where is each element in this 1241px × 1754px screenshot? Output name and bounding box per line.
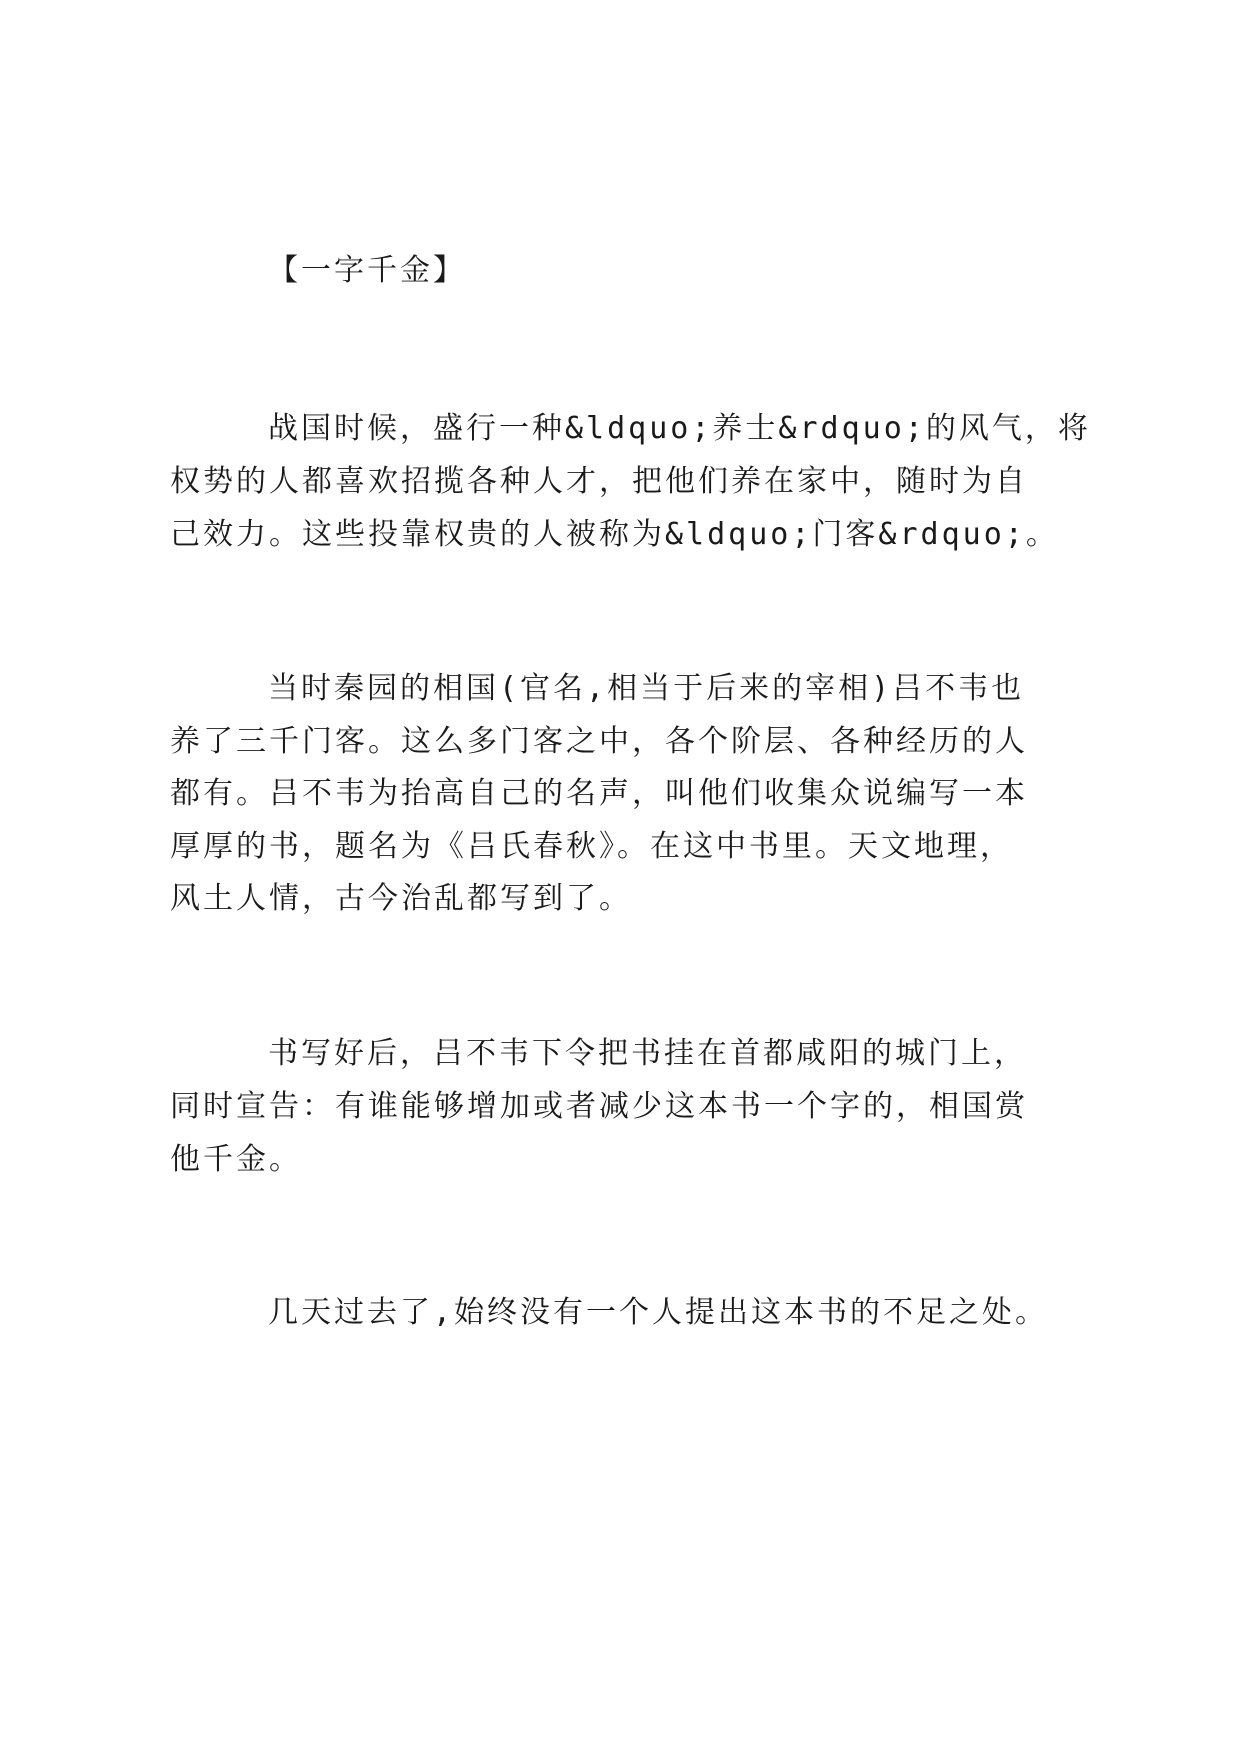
paragraph-2-line-5: 风土人情，古今治乱都写到了。 — [170, 881, 632, 916]
paragraph-2-line-1: 当时秦园的相国(官名,相当于后来的宰相)吕不韦也 — [268, 671, 1025, 706]
paragraph-4-line-1: 几天过去了,始终没有一个人提出这本书的不足之处。 — [268, 1295, 1049, 1330]
paragraph-3-line-3: 他千金。 — [170, 1142, 302, 1177]
paragraph-1-line-1: 战国时候，盛行一种&ldquo;养士&rdquo;的风气，将 — [268, 411, 1091, 446]
paragraph-3-line-2: 同时宣告：有谁能够增加或者减少这本书一个字的，相国赏 — [170, 1089, 1028, 1124]
paragraph-2-line-3: 都有。吕不韦为抬高自己的名声，叫他们收集众说编写一本 — [170, 776, 1028, 811]
paragraph-3-line-1: 书写好后，吕不韦下令把书挂在首都咸阳的城门上， — [268, 1036, 1027, 1071]
document-title: 【一字千金】 — [268, 253, 466, 288]
paragraph-1-line-3: 己效力。这些投靠权贵的人被称为&ldquo;门客&rdquo;。 — [170, 517, 1059, 552]
paragraph-2-line-4: 厚厚的书，题名为《吕氏春秋》。在这中书里。天文地理， — [170, 829, 1013, 864]
paragraph-2-line-2: 养了三千门客。这么多门客之中，各个阶层、各种经历的人 — [170, 724, 1028, 759]
paragraph-1-line-2: 权势的人都喜欢招揽各种人才，把他们养在家中，随时为自 — [170, 464, 1028, 499]
